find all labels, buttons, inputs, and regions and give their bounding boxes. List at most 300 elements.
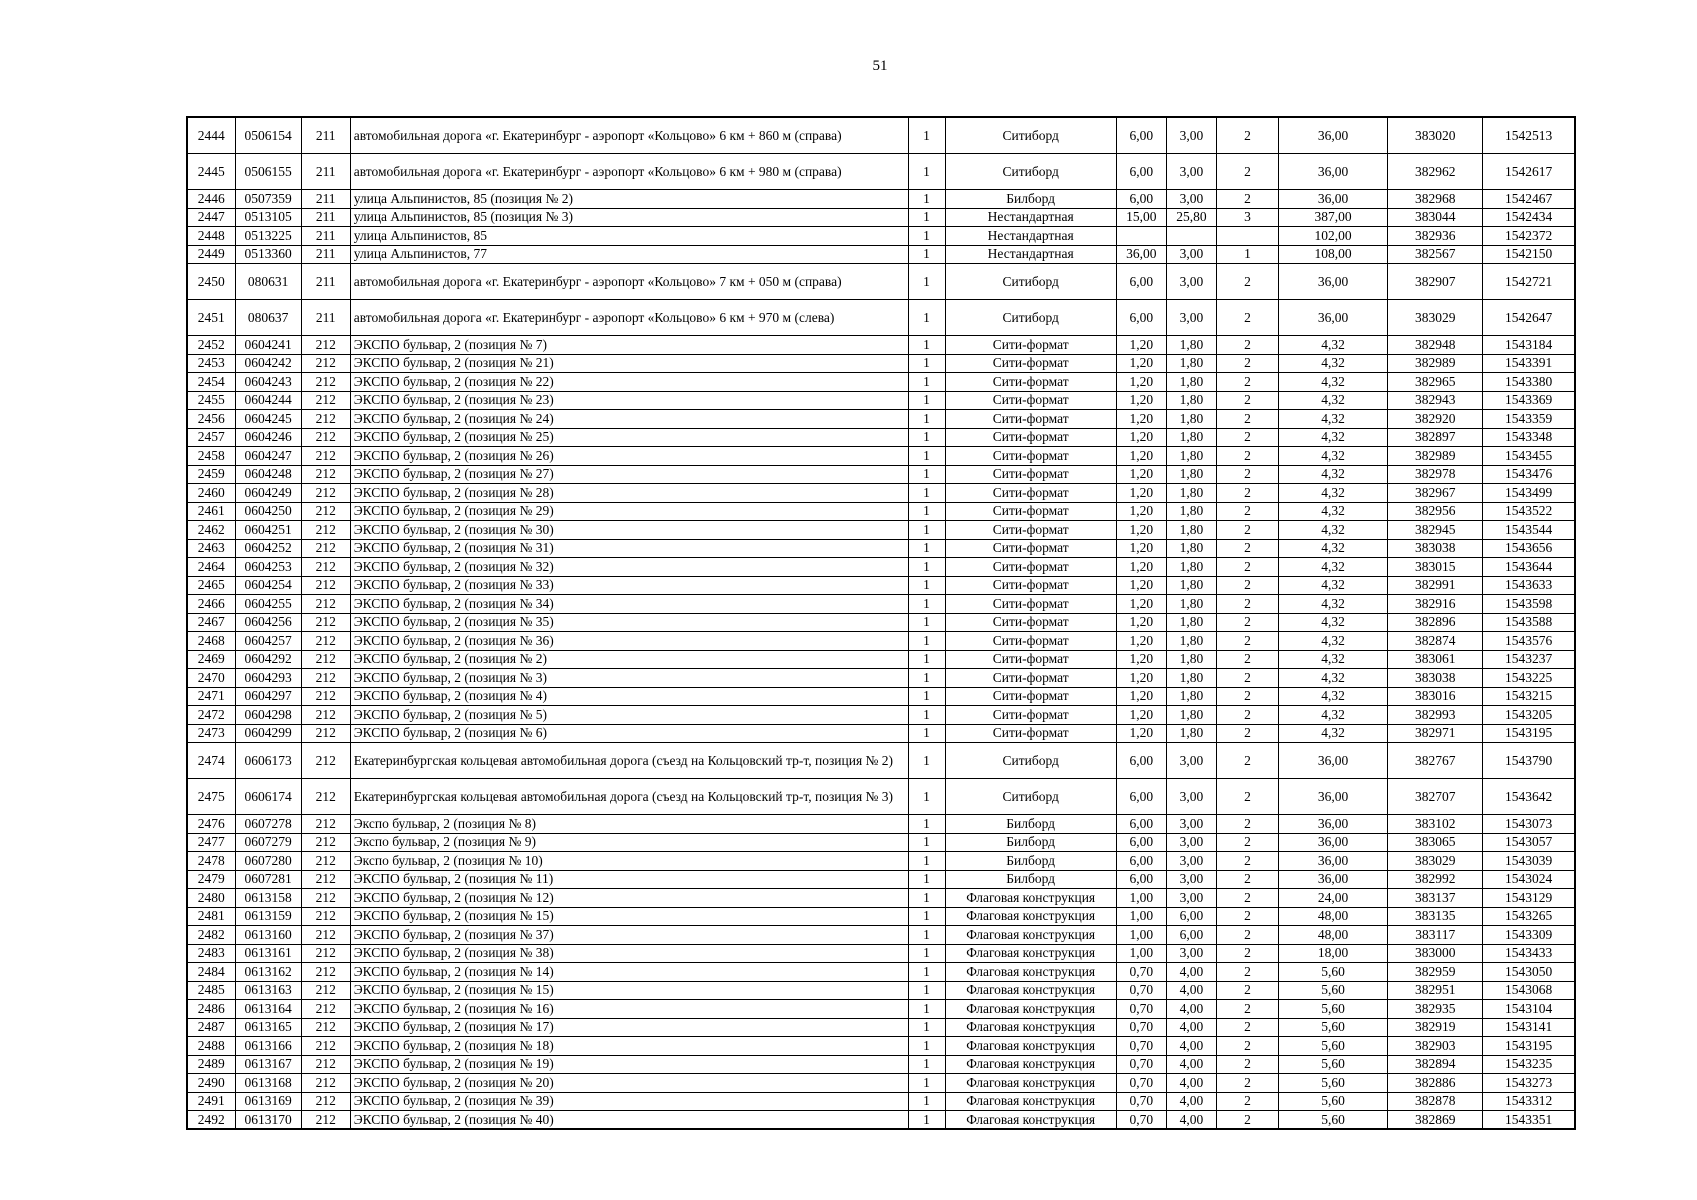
table-row: [187, 1000, 1575, 1019]
table-row: [187, 373, 1575, 392]
cell-height: 1,80: [1166, 595, 1216, 614]
cell-coord-y: 1543039: [1483, 852, 1575, 871]
cell-width: 1,20: [1116, 706, 1166, 725]
cell-area: 4,32: [1279, 669, 1388, 688]
cell-coord-x: 382965: [1388, 373, 1483, 392]
cell-registry-number: 0604253: [235, 558, 301, 577]
cell-coord-x: 382959: [1388, 963, 1483, 982]
cell-area: 5,60: [1279, 1092, 1388, 1111]
cell-height: 1,80: [1166, 650, 1216, 669]
cell-zone-code: 212: [301, 465, 350, 484]
cell-width: 1,20: [1116, 465, 1166, 484]
cell-height: 6,00: [1166, 907, 1216, 926]
cell-area: 387,00: [1279, 208, 1388, 227]
cell-zone-code: 212: [301, 447, 350, 466]
table-row: [187, 465, 1575, 484]
cell-area: 4,32: [1279, 336, 1388, 355]
cell-coord-y: 1543141: [1483, 1018, 1575, 1037]
cell-face-count: 1: [908, 1055, 945, 1074]
cell-face-count: 1: [908, 944, 945, 963]
cell-coord-x: 383061: [1388, 650, 1483, 669]
cell-face-count: 1: [908, 484, 945, 503]
cell-coord-x: 382993: [1388, 706, 1483, 725]
cell-registry-number: 0613167: [235, 1055, 301, 1074]
cell-construction-type: Сити-формат: [945, 576, 1116, 595]
cell-width: 6,00: [1116, 815, 1166, 834]
cell-registry-number: 0506154: [235, 117, 301, 154]
cell-coord-x: 382971: [1388, 724, 1483, 743]
cell-width: 6,00: [1116, 117, 1166, 154]
table-row: [187, 190, 1575, 209]
cell-row-number: 2488: [187, 1037, 235, 1056]
cell-row-number: 2459: [187, 465, 235, 484]
cell-coord-x: 382886: [1388, 1074, 1483, 1093]
cell-sides: 2: [1216, 706, 1278, 725]
cell-address: ЭКСПО бульвар, 2 (позиция № 21): [350, 354, 908, 373]
cell-row-number: 2468: [187, 632, 235, 651]
cell-sides: 2: [1216, 447, 1278, 466]
cell-construction-type: Билборд: [945, 833, 1116, 852]
cell-zone-code: 211: [301, 117, 350, 154]
cell-area: 5,60: [1279, 1000, 1388, 1019]
cell-sides: 2: [1216, 354, 1278, 373]
table-row: [187, 447, 1575, 466]
cell-area: 5,60: [1279, 1074, 1388, 1093]
cell-coord-y: 1543656: [1483, 539, 1575, 558]
cell-height: 1,80: [1166, 428, 1216, 447]
cell-height: 3,00: [1166, 889, 1216, 908]
cell-area: 4,32: [1279, 706, 1388, 725]
cell-area: 4,32: [1279, 373, 1388, 392]
cell-coord-y: 1543104: [1483, 1000, 1575, 1019]
cell-row-number: 2475: [187, 779, 235, 815]
cell-construction-type: Сити-формат: [945, 484, 1116, 503]
cell-construction-type: Сити-формат: [945, 428, 1116, 447]
cell-area: 4,32: [1279, 410, 1388, 429]
cell-area: 108,00: [1279, 245, 1388, 264]
cell-area: 4,32: [1279, 521, 1388, 540]
cell-face-count: 1: [908, 889, 945, 908]
table-row: [187, 245, 1575, 264]
cell-coord-x: 383016: [1388, 687, 1483, 706]
cell-height: 1,80: [1166, 484, 1216, 503]
cell-registry-number: 0604246: [235, 428, 301, 447]
cell-face-count: 1: [908, 245, 945, 264]
cell-height: 4,00: [1166, 1055, 1216, 1074]
cell-row-number: 2452: [187, 336, 235, 355]
cell-sides: 2: [1216, 1055, 1278, 1074]
cell-registry-number: 0507359: [235, 190, 301, 209]
cell-height: 4,00: [1166, 963, 1216, 982]
cell-sides: 2: [1216, 264, 1278, 300]
cell-row-number: 2453: [187, 354, 235, 373]
cell-zone-code: 212: [301, 852, 350, 871]
cell-zone-code: 212: [301, 613, 350, 632]
cell-height: 3,00: [1166, 190, 1216, 209]
cell-height: 3,00: [1166, 833, 1216, 852]
cell-area: 4,32: [1279, 502, 1388, 521]
cell-width: 1,20: [1116, 447, 1166, 466]
cell-row-number: 2455: [187, 391, 235, 410]
cell-coord-y: 1542513: [1483, 117, 1575, 154]
cell-sides: 2: [1216, 724, 1278, 743]
cell-zone-code: 212: [301, 484, 350, 503]
cell-zone-code: 211: [301, 190, 350, 209]
cell-registry-number: 0613159: [235, 907, 301, 926]
cell-registry-number: 0604298: [235, 706, 301, 725]
cell-registry-number: 0604292: [235, 650, 301, 669]
register-table: [186, 116, 1576, 1130]
cell-registry-number: 0606174: [235, 779, 301, 815]
cell-address: ЭКСПО бульвар, 2 (позиция № 36): [350, 632, 908, 651]
cell-row-number: 2491: [187, 1092, 235, 1111]
cell-zone-code: 211: [301, 154, 350, 190]
table-row: [187, 1092, 1575, 1111]
cell-coord-x: 382894: [1388, 1055, 1483, 1074]
cell-coord-y: 1543195: [1483, 1037, 1575, 1056]
cell-address: автомобильная дорога «г. Екатеринбург - аэропорт «Кольцово» 6 км + 860 м (справа): [350, 117, 908, 154]
cell-zone-code: 212: [301, 1092, 350, 1111]
cell-coord-x: 382707: [1388, 779, 1483, 815]
cell-zone-code: 212: [301, 1111, 350, 1130]
cell-row-number: 2492: [187, 1111, 235, 1130]
cell-sides: 2: [1216, 870, 1278, 889]
cell-width: 1,00: [1116, 907, 1166, 926]
cell-registry-number: 0606173: [235, 743, 301, 779]
cell-zone-code: 212: [301, 391, 350, 410]
cell-row-number: 2446: [187, 190, 235, 209]
cell-sides: 2: [1216, 852, 1278, 871]
cell-zone-code: 211: [301, 227, 350, 246]
cell-address: ЭКСПО бульвар, 2 (позиция № 32): [350, 558, 908, 577]
cell-row-number: 2465: [187, 576, 235, 595]
cell-coord-y: 1543499: [1483, 484, 1575, 503]
cell-address: ЭКСПО бульвар, 2 (позиция № 34): [350, 595, 908, 614]
cell-construction-type: Флаговая конструкция: [945, 1018, 1116, 1037]
cell-coord-y: 1543184: [1483, 336, 1575, 355]
cell-zone-code: 212: [301, 558, 350, 577]
table-row: [187, 815, 1575, 834]
table-row: [187, 963, 1575, 982]
cell-registry-number: 0604251: [235, 521, 301, 540]
table-row: [187, 595, 1575, 614]
cell-coord-y: 1542647: [1483, 300, 1575, 336]
cell-zone-code: 212: [301, 743, 350, 779]
cell-coord-y: 1543235: [1483, 1055, 1575, 1074]
cell-zone-code: 212: [301, 815, 350, 834]
cell-row-number: 2463: [187, 539, 235, 558]
cell-address: ЭКСПО бульвар, 2 (позиция № 35): [350, 613, 908, 632]
cell-face-count: 1: [908, 558, 945, 577]
table-row: [187, 743, 1575, 779]
cell-area: 4,32: [1279, 687, 1388, 706]
cell-address: ЭКСПО бульвар, 2 (позиция № 12): [350, 889, 908, 908]
cell-height: 1,80: [1166, 336, 1216, 355]
cell-width: 0,70: [1116, 981, 1166, 1000]
cell-area: 48,00: [1279, 907, 1388, 926]
cell-address: ЭКСПО бульвар, 2 (позиция № 15): [350, 981, 908, 1000]
cell-sides: 1: [1216, 245, 1278, 264]
cell-construction-type: Флаговая конструкция: [945, 889, 1116, 908]
cell-width: 6,00: [1116, 743, 1166, 779]
cell-address: ЭКСПО бульвар, 2 (позиция № 20): [350, 1074, 908, 1093]
cell-address: ЭКСПО бульвар, 2 (позиция № 16): [350, 1000, 908, 1019]
cell-area: 5,60: [1279, 1037, 1388, 1056]
cell-height: 4,00: [1166, 1018, 1216, 1037]
cell-width: 1,20: [1116, 521, 1166, 540]
cell-registry-number: 0613165: [235, 1018, 301, 1037]
table-row: [187, 926, 1575, 945]
cell-height: 1,80: [1166, 576, 1216, 595]
cell-construction-type: Нестандартная: [945, 245, 1116, 264]
cell-construction-type: Сити-формат: [945, 410, 1116, 429]
cell-face-count: 1: [908, 815, 945, 834]
cell-sides: 2: [1216, 743, 1278, 779]
cell-face-count: 1: [908, 669, 945, 688]
cell-sides: 2: [1216, 576, 1278, 595]
cell-width: 0,70: [1116, 1000, 1166, 1019]
cell-coord-y: 1543024: [1483, 870, 1575, 889]
cell-coord-y: 1543588: [1483, 613, 1575, 632]
cell-address: ЭКСПО бульвар, 2 (позиция № 3): [350, 669, 908, 688]
cell-construction-type: Сити-формат: [945, 336, 1116, 355]
cell-face-count: 1: [908, 963, 945, 982]
cell-height: 6,00: [1166, 926, 1216, 945]
cell-construction-type: Флаговая конструкция: [945, 1092, 1116, 1111]
cell-coord-x: 382567: [1388, 245, 1483, 264]
cell-sides: 2: [1216, 373, 1278, 392]
cell-construction-type: Сити-формат: [945, 669, 1116, 688]
cell-zone-code: 212: [301, 907, 350, 926]
cell-row-number: 2458: [187, 447, 235, 466]
cell-registry-number: 0513225: [235, 227, 301, 246]
cell-address: ЭКСПО бульвар, 2 (позиция № 22): [350, 373, 908, 392]
cell-construction-type: Сити-формат: [945, 539, 1116, 558]
cell-height: 3,00: [1166, 300, 1216, 336]
cell-width: 1,20: [1116, 502, 1166, 521]
cell-coord-y: 1543205: [1483, 706, 1575, 725]
cell-address: Экспо бульвар, 2 (позиция № 10): [350, 852, 908, 871]
cell-face-count: 1: [908, 632, 945, 651]
cell-row-number: 2466: [187, 595, 235, 614]
cell-area: 4,32: [1279, 354, 1388, 373]
cell-address: ЭКСПО бульвар, 2 (позиция № 5): [350, 706, 908, 725]
cell-height: 3,00: [1166, 815, 1216, 834]
cell-coord-x: 382936: [1388, 227, 1483, 246]
cell-zone-code: 212: [301, 724, 350, 743]
cell-coord-x: 383065: [1388, 833, 1483, 852]
cell-zone-code: 212: [301, 779, 350, 815]
cell-width: 6,00: [1116, 190, 1166, 209]
cell-area: 36,00: [1279, 870, 1388, 889]
cell-height: 1,80: [1166, 447, 1216, 466]
cell-width: 6,00: [1116, 852, 1166, 871]
cell-height: 1,80: [1166, 724, 1216, 743]
cell-coord-x: 382989: [1388, 447, 1483, 466]
cell-coord-y: 1543215: [1483, 687, 1575, 706]
cell-area: 102,00: [1279, 227, 1388, 246]
cell-height: 4,00: [1166, 1074, 1216, 1093]
cell-coord-y: 1542150: [1483, 245, 1575, 264]
cell-width: 6,00: [1116, 779, 1166, 815]
cell-row-number: 2454: [187, 373, 235, 392]
cell-zone-code: 212: [301, 926, 350, 945]
cell-registry-number: 0604252: [235, 539, 301, 558]
table-row: [187, 410, 1575, 429]
cell-face-count: 1: [908, 852, 945, 871]
cell-face-count: 1: [908, 354, 945, 373]
cell-face-count: 1: [908, 650, 945, 669]
cell-coord-y: 1543068: [1483, 981, 1575, 1000]
cell-sides: 2: [1216, 336, 1278, 355]
cell-registry-number: 0607278: [235, 815, 301, 834]
cell-width: 1,20: [1116, 391, 1166, 410]
table-row: [187, 669, 1575, 688]
cell-zone-code: 212: [301, 870, 350, 889]
cell-zone-code: 212: [301, 595, 350, 614]
cell-face-count: 1: [908, 1111, 945, 1130]
cell-area: 4,32: [1279, 539, 1388, 558]
cell-face-count: 1: [908, 373, 945, 392]
cell-coord-x: 382919: [1388, 1018, 1483, 1037]
cell-coord-x: 382878: [1388, 1092, 1483, 1111]
cell-row-number: 2448: [187, 227, 235, 246]
cell-sides: 2: [1216, 595, 1278, 614]
cell-face-count: 1: [908, 264, 945, 300]
table-row: [187, 227, 1575, 246]
cell-row-number: 2464: [187, 558, 235, 577]
cell-address: ЭКСПО бульвар, 2 (позиция № 30): [350, 521, 908, 540]
cell-construction-type: Ситиборд: [945, 779, 1116, 815]
cell-coord-y: 1543359: [1483, 410, 1575, 429]
cell-sides: 2: [1216, 1000, 1278, 1019]
cell-zone-code: 212: [301, 833, 350, 852]
cell-address: ЭКСПО бульвар, 2 (позиция № 29): [350, 502, 908, 521]
table-row: [187, 907, 1575, 926]
cell-row-number: 2472: [187, 706, 235, 725]
cell-row-number: 2473: [187, 724, 235, 743]
cell-row-number: 2444: [187, 117, 235, 154]
cell-face-count: 1: [908, 300, 945, 336]
cell-construction-type: Билборд: [945, 190, 1116, 209]
cell-construction-type: Сити-формат: [945, 521, 1116, 540]
cell-width: 1,00: [1116, 926, 1166, 945]
cell-area: 36,00: [1279, 117, 1388, 154]
cell-coord-y: 1542372: [1483, 227, 1575, 246]
cell-zone-code: 212: [301, 373, 350, 392]
cell-width: 1,20: [1116, 595, 1166, 614]
cell-coord-y: 1543312: [1483, 1092, 1575, 1111]
cell-face-count: 1: [908, 724, 945, 743]
cell-sides: 2: [1216, 889, 1278, 908]
cell-row-number: 2447: [187, 208, 235, 227]
cell-row-number: 2477: [187, 833, 235, 852]
cell-row-number: 2482: [187, 926, 235, 945]
cell-width: [1116, 227, 1166, 246]
cell-address: ЭКСПО бульвар, 2 (позиция № 27): [350, 465, 908, 484]
cell-width: 0,70: [1116, 1037, 1166, 1056]
cell-construction-type: Сити-формат: [945, 447, 1116, 466]
cell-sides: 2: [1216, 613, 1278, 632]
cell-sides: 2: [1216, 190, 1278, 209]
cell-zone-code: 212: [301, 687, 350, 706]
cell-height: 4,00: [1166, 1111, 1216, 1130]
table-row: [187, 650, 1575, 669]
cell-construction-type: Сити-формат: [945, 373, 1116, 392]
cell-coord-y: 1543237: [1483, 650, 1575, 669]
cell-sides: 2: [1216, 391, 1278, 410]
cell-zone-code: 212: [301, 963, 350, 982]
cell-zone-code: 211: [301, 245, 350, 264]
cell-registry-number: 0604241: [235, 336, 301, 355]
cell-height: 3,00: [1166, 870, 1216, 889]
cell-address: ЭКСПО бульвар, 2 (позиция № 26): [350, 447, 908, 466]
cell-area: 4,32: [1279, 613, 1388, 632]
table-row: [187, 779, 1575, 815]
cell-coord-x: 382874: [1388, 632, 1483, 651]
cell-sides: 2: [1216, 300, 1278, 336]
cell-row-number: 2476: [187, 815, 235, 834]
cell-face-count: 1: [908, 227, 945, 246]
cell-row-number: 2484: [187, 963, 235, 982]
cell-face-count: 1: [908, 117, 945, 154]
cell-coord-y: 1542721: [1483, 264, 1575, 300]
cell-height: 3,00: [1166, 154, 1216, 190]
cell-registry-number: 0613160: [235, 926, 301, 945]
cell-width: 1,20: [1116, 669, 1166, 688]
cell-construction-type: Флаговая конструкция: [945, 963, 1116, 982]
cell-coord-x: 382935: [1388, 1000, 1483, 1019]
cell-address: ЭКСПО бульвар, 2 (позиция № 28): [350, 484, 908, 503]
cell-area: 36,00: [1279, 190, 1388, 209]
cell-row-number: 2481: [187, 907, 235, 926]
cell-face-count: 1: [908, 870, 945, 889]
cell-face-count: 1: [908, 981, 945, 1000]
cell-coord-y: 1543633: [1483, 576, 1575, 595]
cell-coord-x: 382943: [1388, 391, 1483, 410]
cell-coord-x: 382907: [1388, 264, 1483, 300]
cell-height: 1,80: [1166, 502, 1216, 521]
cell-row-number: 2479: [187, 870, 235, 889]
cell-coord-x: 382903: [1388, 1037, 1483, 1056]
cell-face-count: 1: [908, 1000, 945, 1019]
cell-coord-x: 382989: [1388, 354, 1483, 373]
table-row: [187, 391, 1575, 410]
cell-zone-code: 212: [301, 428, 350, 447]
cell-area: 36,00: [1279, 779, 1388, 815]
cell-width: 1,00: [1116, 889, 1166, 908]
cell-coord-y: 1543522: [1483, 502, 1575, 521]
cell-area: 4,32: [1279, 650, 1388, 669]
cell-width: 6,00: [1116, 300, 1166, 336]
cell-coord-y: 1543129: [1483, 889, 1575, 908]
cell-area: 4,32: [1279, 576, 1388, 595]
cell-construction-type: Флаговая конструкция: [945, 926, 1116, 945]
cell-row-number: 2483: [187, 944, 235, 963]
cell-coord-y: 1543265: [1483, 907, 1575, 926]
cell-sides: 2: [1216, 502, 1278, 521]
cell-height: 4,00: [1166, 1037, 1216, 1056]
cell-address: Екатеринбургская кольцевая автомобильная дорога (съезд на Кольцовский тр-т, позиция № 3): [350, 779, 908, 815]
cell-address: ЭКСПО бульвар, 2 (позиция № 18): [350, 1037, 908, 1056]
cell-area: 5,60: [1279, 981, 1388, 1000]
cell-registry-number: 0604254: [235, 576, 301, 595]
cell-face-count: 1: [908, 743, 945, 779]
cell-zone-code: 212: [301, 410, 350, 429]
cell-zone-code: 212: [301, 502, 350, 521]
cell-construction-type: Флаговая конструкция: [945, 907, 1116, 926]
cell-width: 1,20: [1116, 354, 1166, 373]
